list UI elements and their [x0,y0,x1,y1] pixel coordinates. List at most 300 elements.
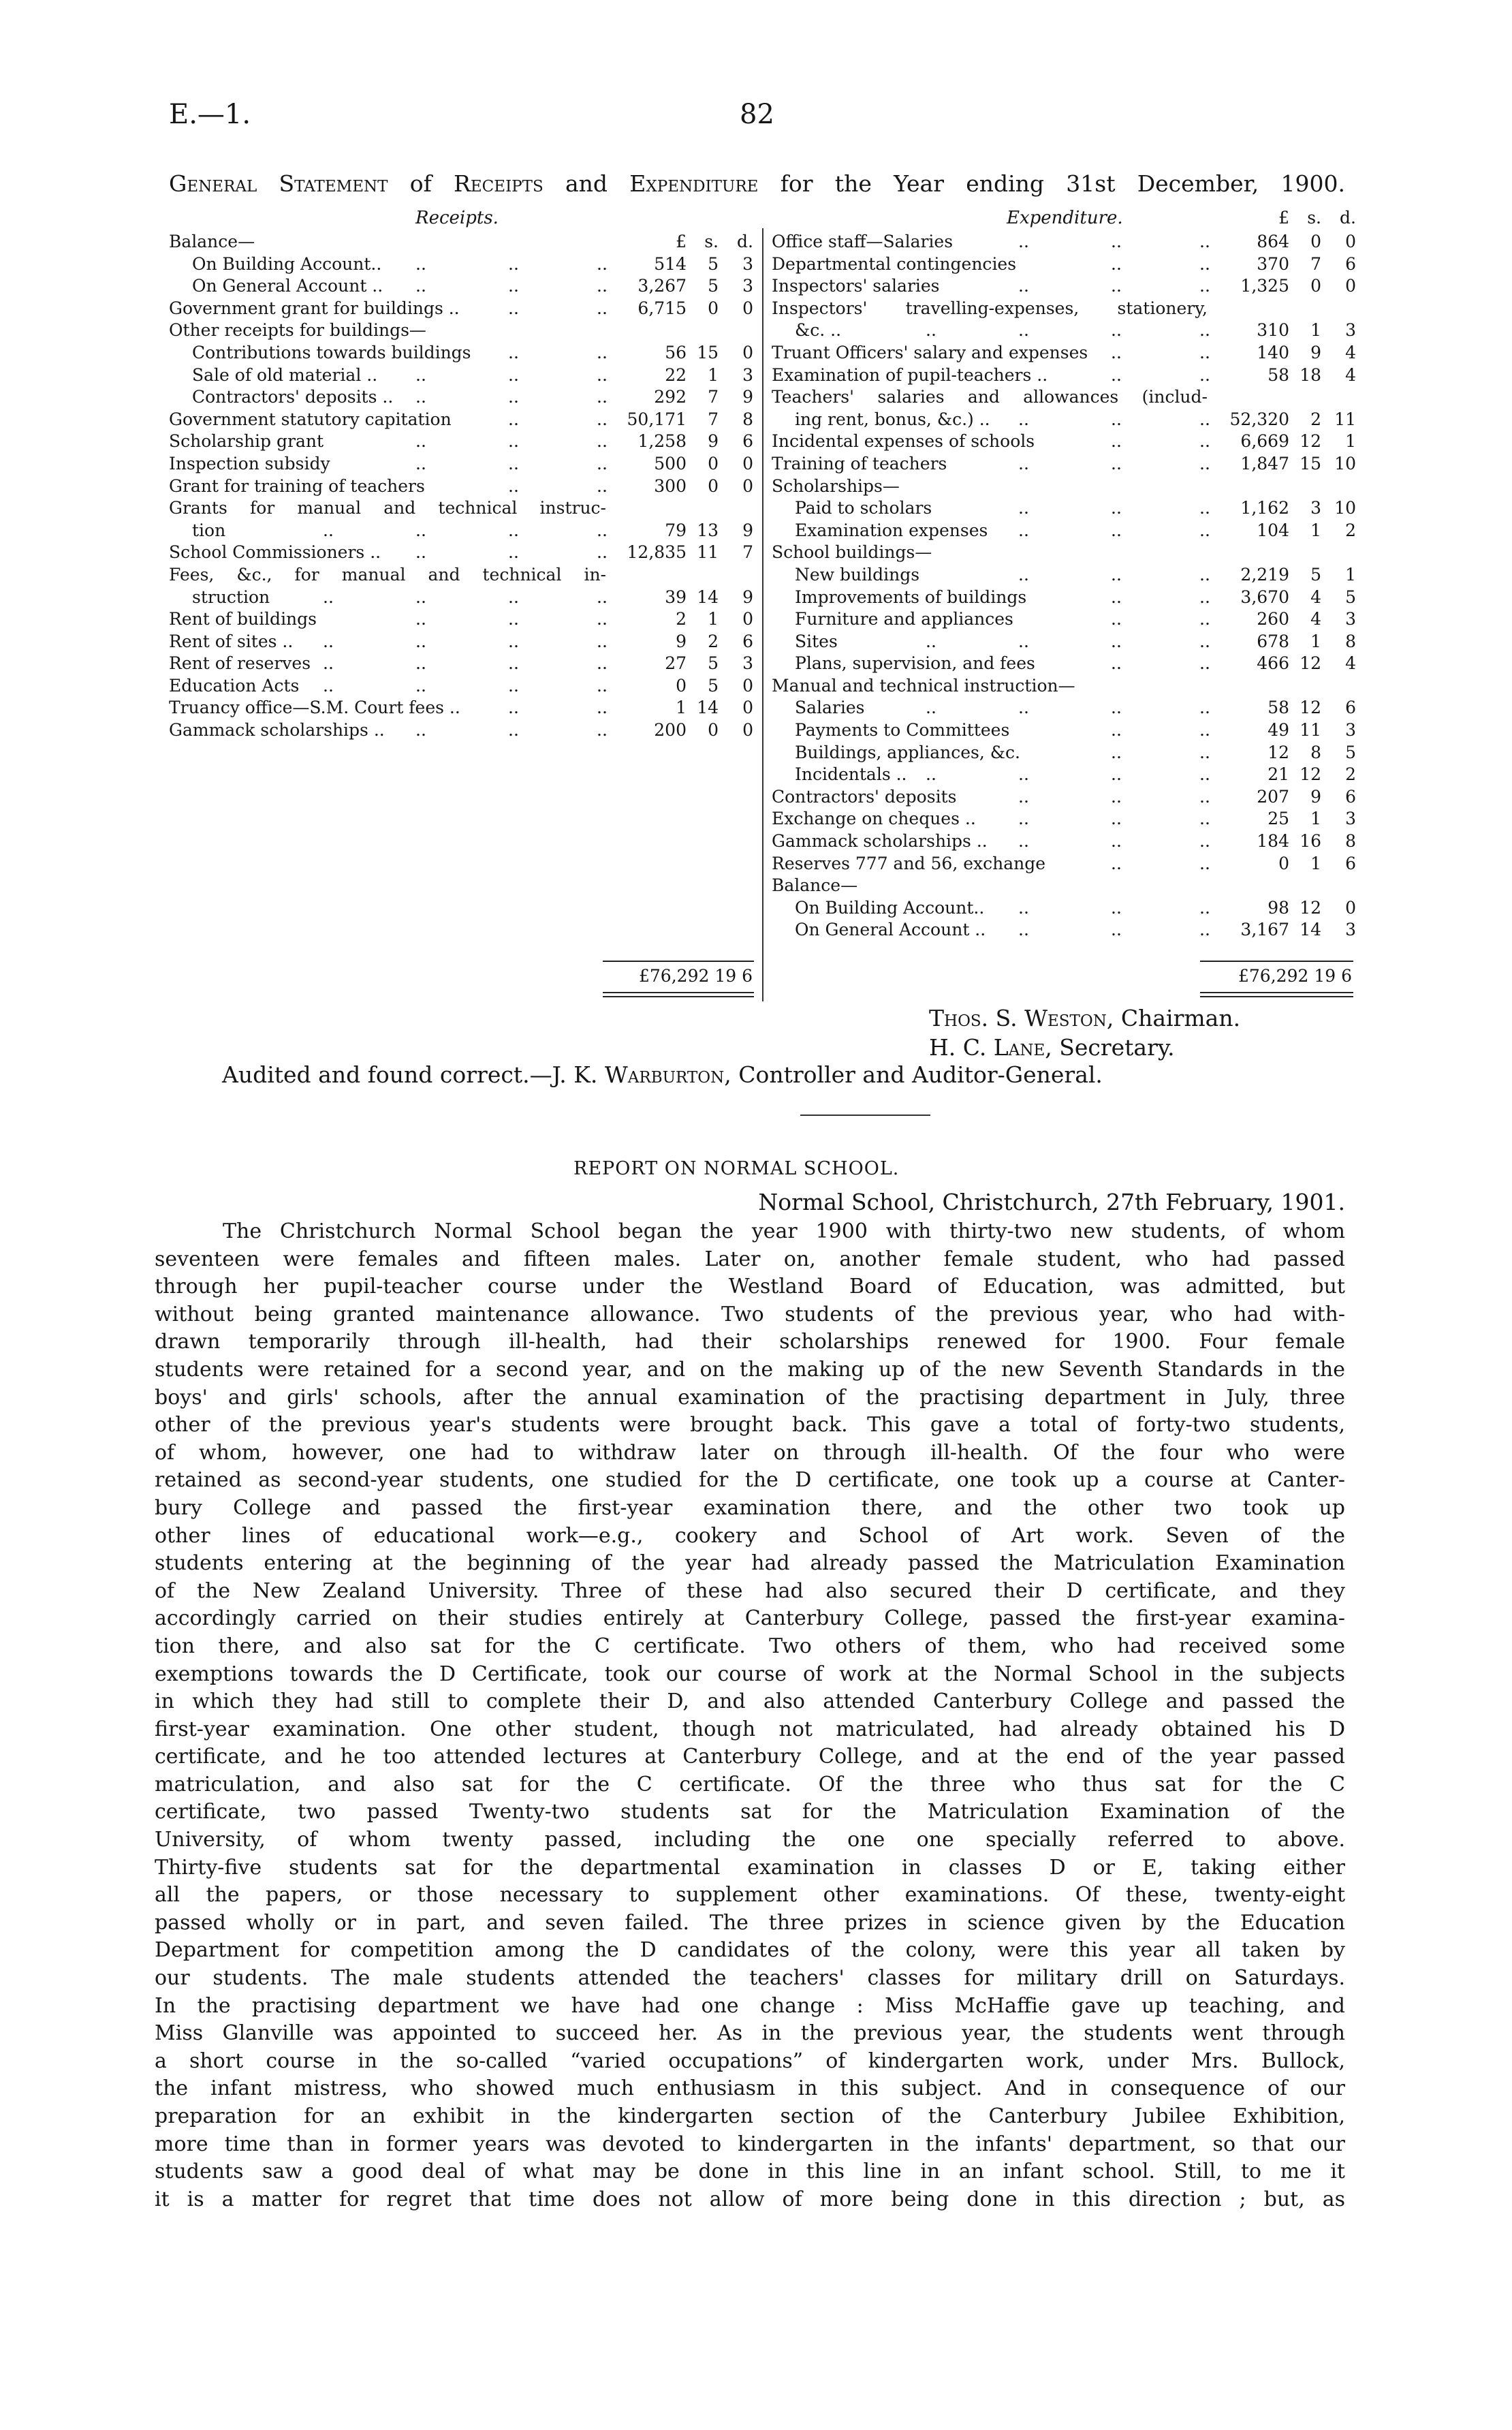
leader-dots: .. [508,720,519,741]
leader-dots: .. [926,631,936,651]
leader-dots: .. [1111,520,1122,540]
chairman-signature [929,1005,1240,1031]
report-line: our students. The male students attended the teachers' classes for military drill on Saturdays. [155,1966,1345,1991]
row-label: Inspectors' salaries [772,276,940,296]
pence-value: 3 [1345,609,1356,629]
pence-value: 3 [742,253,753,274]
table-row [169,231,755,253]
leader-dots: .. [597,431,608,452]
shillings-value: 7 [708,409,719,429]
leader-dots: .. [323,653,334,674]
row-label: Teachers' salaries and allowances (includ- [772,387,1208,407]
pence-value: 6 [742,431,753,452]
leader-dots: .. [508,387,519,407]
leader-dots: .. [1018,498,1029,518]
row-label: Other receipts for buildings— [169,320,426,341]
pence-value: 6 [1345,853,1356,873]
leader-dots: .. [1111,809,1122,829]
leader-dots: .. [1111,786,1122,807]
shillings-value: 7 [1310,253,1321,274]
pounds-value: 49 [1267,720,1289,741]
pence-value: 0 [742,609,753,629]
leader-dots: .. [926,320,936,341]
shillings-value: 5 [708,253,719,274]
leader-dots: .. [1018,320,1029,341]
table-row [169,342,755,364]
pence-value: 3 [742,364,753,385]
shillings-value: 15 [1300,453,1321,473]
shillings-value: 13 [697,520,719,540]
receipts-total-value: £76,292 19 6 [639,966,753,986]
pounds-value: 6,715 [637,298,687,318]
leader-dots: .. [508,542,519,563]
report-line: in which they had still to complete their D, and also attended Canterbury College and passed the [155,1689,1345,1714]
leader-dots: .. [415,276,426,296]
shillings-value: 4 [1310,587,1321,607]
table-row [772,520,1357,542]
auditor-name: J. K. Warburton, [552,1061,731,1088]
shillings-value: 8 [1310,742,1321,762]
shillings-value: 12 [1300,431,1321,452]
leader-dots: .. [508,631,519,651]
pounds-header: £ [676,232,687,251]
shillings-value: 11 [1300,720,1321,741]
receipts-heading: Receipts. [415,208,499,228]
leader-dots: .. [415,631,426,651]
row-label: Incidentals .. [795,764,907,785]
row-label: Contributions towards buildings [192,342,471,362]
row-label: Government grant for buildings .. [169,298,460,318]
row-label: Balance— [772,875,858,896]
title-part: Receipts [454,170,544,197]
receipts-total-rule [603,961,754,962]
row-label: On General Account .. [795,920,986,940]
row-label: On Building Account.. [192,253,382,274]
pence-value: 0 [742,476,753,496]
leader-dots: .. [1018,698,1029,718]
report-body [155,1218,1345,2213]
leader-dots: .. [415,364,426,385]
shillings-value: 14 [697,698,719,718]
leader-dots: .. [1199,920,1210,940]
leader-dots: .. [1199,276,1210,296]
row-label: Paid to scholars [795,498,932,518]
row-label: Exchange on cheques .. [772,809,976,829]
report-line: The Christchurch Normal School began the year 1900 with thirty-two new students, of whom [223,1219,1345,1243]
shillings-value: 15 [697,342,719,362]
table-row [772,875,1357,897]
pence-value: 10 [1334,453,1356,473]
report-line: it is a matter for regret that time does not allow of more being done in this direction ; but, as [155,2187,1345,2211]
shillings-value: 0 [1310,276,1321,296]
expenditure-total [1200,966,1353,988]
pence-value: 4 [1345,342,1356,362]
pence-value: 5 [1345,587,1356,607]
row-label: Scholarships— [772,476,900,496]
shillings-value: 14 [697,587,719,607]
report-line: boys' and girls' schools, after the annual examination of the practising department in July, three [155,1385,1345,1409]
table-row [169,453,755,476]
report-line: the infant mistress, who showed much enthusiasm in this subject. And in consequence of our [155,2076,1345,2101]
shillings-value: 5 [708,653,719,674]
pence-value: 6 [1345,698,1356,718]
title-part: for the Year ending 31st December, 1900. [780,170,1345,197]
leader-dots: .. [508,587,519,607]
table-row [772,897,1357,920]
pence-value: 2 [1345,520,1356,540]
table-row [772,298,1357,320]
report-line: preparation for an exhibit in the kindergarten section of the Canterbury Jubilee Exhibition, [155,2104,1345,2128]
shillings-value: 0 [1310,232,1321,251]
report-line: drawn temporarily through ill-health, had their scholarships renewed for 1900. Four female [155,1330,1345,1354]
leader-dots: .. [415,542,426,563]
leader-dots: .. [1111,431,1122,452]
leader-dots: .. [1018,831,1029,852]
table-row [772,386,1357,409]
expenditure-double-rule [1200,992,1353,993]
row-label: Incidental expenses of schools [772,431,1035,452]
leader-dots: .. [1199,786,1210,807]
title-part: of [409,170,432,197]
leader-dots: .. [415,431,426,452]
leader-dots: .. [1111,742,1122,762]
row-label: School Commissioners .. [169,542,381,563]
report-line: University, of whom twenty passed, including the one one specially referred to above. [155,1828,1345,1852]
table-row [169,497,755,520]
pence-header: d. [1340,208,1356,228]
row-label: struction [192,587,270,607]
leader-dots: .. [597,453,608,473]
row-label: Rent of reserves [169,653,311,674]
pence-value: 10 [1334,498,1356,518]
report-line: Thirty-five students sat for the departmental examination in classes D or E, taking either [155,1855,1345,1880]
pounds-value: 0 [1278,853,1289,873]
leader-dots: .. [508,298,519,318]
secretary-signature [929,1034,1175,1061]
leader-dots: .. [1199,320,1210,341]
pence-value: 9 [742,520,753,540]
row-label: Balance— [169,232,255,251]
report-line: matriculation, and also sat for the C certificate. Of the three who thus sat for the C [155,1772,1345,1796]
leader-dots: .. [1199,364,1210,385]
row-label: Examination expenses [795,520,988,540]
row-label: Improvements of buildings [795,587,1027,607]
leader-dots: .. [1111,409,1122,429]
row-label: Manual and technical instruction— [772,675,1075,696]
leader-dots: .. [1111,764,1122,785]
row-label: Government statutory capitation [169,409,452,429]
pounds-value: 12,835 [627,542,687,563]
pence-value: 11 [1334,409,1356,429]
table-row [169,697,755,719]
audit-prefix: Audited and found correct.— [222,1061,552,1088]
report-dateline: Normal School, Christchurch, 27th February, 1901. [758,1189,1345,1215]
shillings-value: 1 [1310,809,1321,829]
table-row [169,386,755,409]
leader-dots: .. [508,431,519,452]
report-line: other of the previous year's students were brought back. This gave a total of forty-two students, [155,1413,1345,1437]
shillings-value: 1 [708,609,719,629]
pounds-value: 56 [665,342,687,362]
table-row [772,342,1357,364]
receipts-double-rule [603,996,754,997]
leader-dots: .. [1111,253,1122,274]
pence-value: 7 [742,542,753,563]
table-row [169,675,755,698]
report-line: accordingly carried on their studies entirely at Canterbury College, passed the first-year examina- [155,1606,1345,1631]
leader-dots: .. [1111,720,1122,741]
table-row [169,253,755,276]
pence-value: 6 [1345,786,1356,807]
table-row [169,431,755,453]
pounds-value: 500 [654,453,687,473]
table-row [169,364,755,387]
report-line: tion there, and also sat for the C certificate. Two others of them, who had received some [155,1634,1345,1658]
pounds-value: 12 [1267,742,1289,762]
shillings-value: 12 [1300,698,1321,718]
receipts-double-rule [603,992,754,993]
shillings-value: 0 [708,720,719,741]
pence-value: 3 [1345,320,1356,341]
table-row [169,631,755,653]
row-label: Office staff—Salaries [772,232,954,251]
expenditure-total-value: £76,292 19 6 [1238,966,1352,986]
pounds-value: 1,847 [1240,453,1289,473]
row-label: Inspectors' travelling-expenses, stationery, [772,298,1208,318]
leader-dots: .. [597,364,608,385]
pence-value: 5 [1345,742,1356,762]
pence-value: 2 [1345,764,1356,785]
shillings-value: 2 [708,631,719,651]
leader-dots: .. [323,631,334,651]
leader-dots: .. [508,675,519,696]
leader-dots: .. [1018,631,1029,651]
pounds-value: 39 [665,587,687,607]
leader-dots: .. [1111,320,1122,341]
shillings-value: 0 [708,298,719,318]
leader-dots: .. [1199,631,1210,651]
pounds-value: 678 [1257,631,1289,651]
leader-dots: .. [1018,809,1029,829]
leader-dots: .. [597,520,608,540]
row-label: Furniture and appliances [795,609,1013,629]
shillings-value: 3 [1310,498,1321,518]
leader-dots: .. [508,698,519,718]
leader-dots: .. [323,520,334,540]
table-row [772,808,1357,830]
leader-dots: .. [1199,498,1210,518]
table-row [772,497,1357,520]
pounds-value: 2,219 [1240,564,1289,585]
shillings-value: 9 [708,431,719,452]
pence-value: 9 [742,587,753,607]
leader-dots: .. [1199,520,1210,540]
report-line: Department for competition among the D candidates of the colony, were this year all taken by [155,1938,1345,1963]
leader-dots: .. [1018,564,1029,585]
leader-dots: .. [1111,453,1122,473]
row-label: tion [192,520,226,540]
leader-dots: .. [508,253,519,274]
row-label: Sale of old material .. [192,364,378,385]
pounds-value: 260 [1257,609,1289,629]
table-row [169,542,755,564]
leader-dots: .. [1111,276,1122,296]
pence-value: 3 [1345,920,1356,940]
leader-dots: .. [1199,764,1210,785]
leader-dots: .. [1199,853,1210,873]
pence-value: 4 [1345,364,1356,385]
leader-dots: .. [926,698,936,718]
pounds-value: 140 [1257,342,1289,362]
leader-dots: .. [1111,232,1122,251]
leader-dots: .. [508,409,519,429]
report-line: more time than in former years was devoted to kindergarten in the infants' department, so that our [155,2132,1345,2156]
pounds-value: 58 [1267,364,1289,385]
report-line: other lines of educational work—e.g., cookery and School of Art work. Seven of the [155,1523,1345,1548]
report-heading: REPORT ON NORMAL SCHOOL. [573,1158,900,1179]
leader-dots: .. [1111,853,1122,873]
pounds-value: 466 [1257,653,1289,674]
pence-value: 3 [742,276,753,296]
table-row [772,409,1357,431]
expenditure-table [772,231,1357,941]
report-line: In the practising department we have had one change : Miss McHaffie gave up teaching, and [155,1993,1345,2018]
leader-dots: .. [1111,698,1122,718]
title-part: Expenditure [629,170,759,197]
leader-dots: .. [1199,809,1210,829]
leader-dots: .. [508,364,519,385]
row-label: Gammack scholarships .. [169,720,385,741]
report-line: students were retained for a second year, and on the making up of the new Seventh Standards in the [155,1357,1345,1382]
leader-dots: .. [597,609,608,629]
leader-dots: .. [1111,498,1122,518]
row-label: Scholarship grant [169,431,324,452]
report-line: of whom, however, one had to withdraw later on through ill-health. Of the four who were [155,1440,1345,1465]
pence-value: 0 [742,675,753,696]
pence-value: 8 [1345,631,1356,651]
table-row [772,830,1357,853]
leader-dots: .. [415,609,426,629]
pence-value: 0 [1345,897,1356,918]
pence-value: 6 [1345,253,1356,274]
leader-dots: .. [1018,453,1029,473]
table-row [772,231,1357,253]
pence-value: 0 [742,342,753,362]
pence-value: 4 [1345,653,1356,674]
chairman-role: Chairman. [1120,1005,1241,1031]
pence-value: 1 [1345,564,1356,585]
shillings-value: 5 [708,276,719,296]
row-label: Truancy office—S.M. Court fees .. [169,698,460,718]
row-label: On General Account .. [192,276,383,296]
pounds-value: 25 [1267,809,1289,829]
leader-dots: .. [1199,609,1210,629]
leader-dots: .. [415,675,426,696]
shillings-value: 5 [708,675,719,696]
shillings-value: 1 [1310,320,1321,341]
pence-value: 8 [1345,831,1356,852]
pounds-value: 207 [1257,786,1289,807]
leader-dots: .. [1199,742,1210,762]
shillings-value: 2 [1310,409,1321,429]
pence-value: 0 [742,698,753,718]
leader-dots: .. [1018,786,1029,807]
leader-dots: .. [1199,232,1210,251]
receipts-table [169,231,755,742]
leader-dots: .. [1018,764,1029,785]
report-line: first-year examination. One other student, though not matriculated, had already obtained his D [155,1717,1345,1741]
leader-dots: .. [1111,342,1122,362]
leader-dots: .. [597,720,608,741]
shillings-header: s. [704,232,719,251]
page-number: 82 [740,99,774,130]
leader-dots: .. [597,409,608,429]
report-line: without being granted maintenance allowance. Two students of the previous year, who had with- [155,1302,1345,1326]
row-label: Salaries [795,698,865,718]
leader-dots: .. [415,587,426,607]
table-row [772,742,1357,764]
row-label: Contractors' deposits [772,786,957,807]
pounds-value: 3,167 [1240,920,1289,940]
table-row [169,520,755,542]
report-line: of the New Zealand University. Three of these had also secured their D certificate, and they [155,1578,1345,1603]
pence-value: 9 [742,387,753,407]
leader-dots: .. [1018,897,1029,918]
pounds-value: 310 [1257,320,1289,341]
table-row [772,320,1357,342]
leader-dots: .. [508,609,519,629]
leader-dots: .. [1111,564,1122,585]
pence-value: 0 [742,298,753,318]
audit-statement [222,1061,1103,1088]
shillings-value: 12 [1300,897,1321,918]
expenditure-heading: Expenditure. [1007,208,1123,228]
table-row [772,587,1357,609]
leader-dots: .. [1111,920,1122,940]
pounds-value: 300 [654,476,687,496]
leader-dots: .. [1199,698,1210,718]
shillings-value: 7 [708,387,719,407]
pence-value: 3 [742,653,753,674]
leader-dots: .. [1199,409,1210,429]
report-line: all the papers, or those necessary to supplement other examinations. Of these, twenty-eight [155,1883,1345,1907]
leader-dots: .. [1199,720,1210,741]
secretary-name: H. C. Lane, [929,1034,1052,1061]
table-row [772,919,1357,941]
table-row [169,719,755,742]
row-label: Examination of pupil-teachers .. [772,364,1048,385]
row-label: Gammack scholarships .. [772,831,988,852]
table-row [169,275,755,298]
table-row [772,719,1357,742]
shillings-value: 9 [1310,342,1321,362]
row-label: Truant Officers' salary and expenses [772,342,1088,362]
leader-dots: .. [1111,587,1122,607]
pounds-value: 9 [676,631,687,651]
shillings-value: 12 [1300,764,1321,785]
leader-dots: .. [1111,897,1122,918]
row-label: Training of teachers [772,453,947,473]
report-line: a short course in the so-called “varied occupations” of kindergarten work, under Mrs. Bullock, [155,2049,1345,2073]
report-line: passed wholly or in part, and seven failed. The three prizes in science given by the Education [155,1910,1345,1935]
pence-value: 0 [1345,232,1356,251]
leader-dots: .. [1199,564,1210,585]
row-label: Departmental contingencies [772,253,1017,274]
row-label: Education Acts [169,675,300,696]
pounds-value: 370 [1257,253,1289,274]
leader-dots: .. [415,253,426,274]
expenditure-currency-header [772,208,1357,230]
